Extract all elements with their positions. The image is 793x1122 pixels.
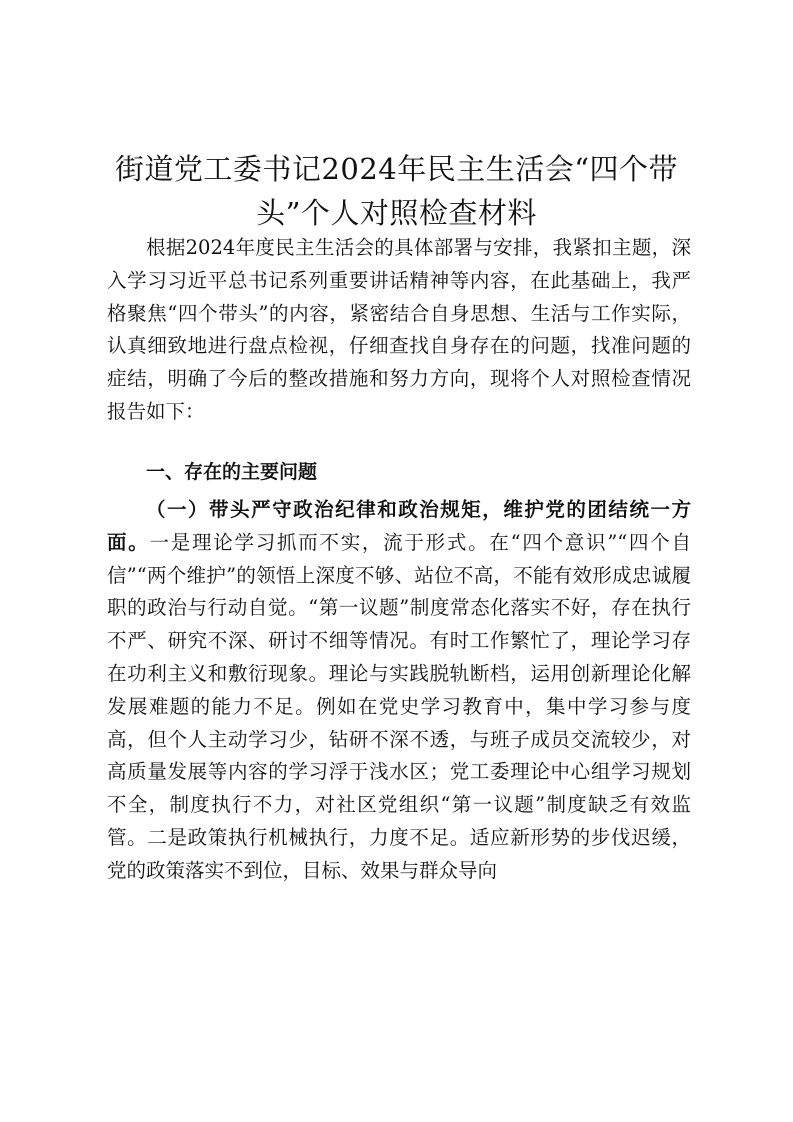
subsection-body-text: 一是理论学习抓而不实，流于形式。在“四个意识”“四个自信”“两个维护”的领悟上深度不够、站位不高，不能有效形成忠诚履职的政治与行动自觉。“第一议题”制度常态化落实不好，存在执行不严、研究不深、研讨不细等情况。有时工作繁忙了，理论学习存在功利主义和敷衍现象。理论与实践脱轨断档，运用创新理论化解发展难题的能力不足。例如在党史学习教育中，集中学习参与度高，但个人主动学习少，钻研不深不透，与班子成员交流较少，对高质量发展等内容的学习浮于浅水区；党工委理论中心组学习规划不全，制度执行不力，对社区党组织“第一议题”制度缺乏有效监管。二是政策执行机械执行，力度不足。适应新形势的步伐迟缓，党的政策落实不到位，目标、效果与群众导向: [107, 530, 691, 882]
intro-paragraph: 根据2024年度民主生活会的具体部署与安排，我紧扣主题，深入学习习近平总书记系列重要讲话精神等内容，在此基础上，我严格聚焦“四个带头”的内容，紧密结合自身思想、生活与工作实际，认真细致地进行盘点检视，仔细查找自身存在的问题，找准问题的症结，明确了今后的整改措施和努力方向，现将个人对照检查情况报告如下：: [107, 236, 691, 423]
subsection-heading-political-discipline: （一）带头严守政治纪律和政治规矩，维护党的团结统一方面。: [107, 498, 691, 554]
issue-paragraph: [107, 494, 691, 888]
section-heading-main-problems: 一、存在的主要问题: [146, 461, 318, 483]
document-title: 街道党工委书记2024年民主生活会“四个带头”个人对照检查材料: [114, 152, 679, 230]
